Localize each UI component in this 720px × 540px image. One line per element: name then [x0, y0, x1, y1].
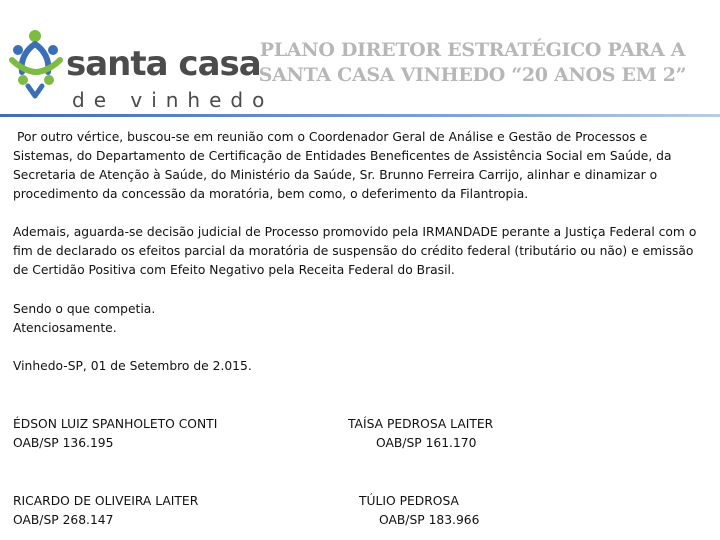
- signature-name: ÉDSON LUIZ SPANHOLETO CONTI: [13, 417, 218, 431]
- closing-line-2: Atenciosamente.: [13, 321, 117, 335]
- signature-block-3: [13, 492, 198, 530]
- signature-name: TÚLIO PEDROSA: [359, 494, 459, 508]
- header-divider: [0, 114, 720, 117]
- logo-brand-top: santa casa: [66, 44, 261, 84]
- signature-oab: OAB/SP 161.170: [376, 436, 477, 450]
- closing-block: [13, 300, 710, 338]
- signature-oab: OAB/SP 136.195: [13, 436, 114, 450]
- place-date: Vinhedo-SP, 01 de Setembro de 2.015.: [13, 359, 252, 373]
- paragraph-1: Por outro vértice, buscou-se em reunião com o Coordenador Geral de Análise e Gestão de Processos e Sistemas, do Departamento de Certificação de Entidades Beneficentes de Assistência Social em Saúde, da Secretaria de Atenção à Saúde, do Ministério da Saúde, Sr. Brunno Ferreira Carrijo, alinhar e dinamizar o procedimento da concessão da moratória, bem como, o deferimento da Filantropia.: [13, 130, 672, 201]
- signature-block-1: [13, 415, 217, 453]
- signature-oab: OAB/SP 183.966: [379, 513, 480, 527]
- signature-oab: OAB/SP 268.147: [13, 513, 114, 527]
- people-circle-logo-icon: [6, 20, 66, 100]
- closing-line-1: Sendo o que competia.: [13, 302, 156, 316]
- signature-block-2: [348, 415, 493, 453]
- santa-casa-logo: [6, 20, 274, 112]
- signature-name: RICARDO DE OLIVEIRA LAITER: [13, 494, 199, 508]
- document-header: [0, 0, 720, 112]
- paragraph-2: Ademais, aguarda-se decisão judicial de Processo promovido pela IRMANDADE perante a Justiça Federal com o fim de declarado os efeitos parcial da moratória de suspensão do crédito federal (tributário ou não) e emissão de Certidão Positiva com Efeito Negativo pela Receita Federal do Brasil.: [13, 225, 697, 277]
- logo-brand-bottom: de vinhedo: [72, 88, 274, 112]
- title-line-2: SANTA CASA VINHEDO “20 ANOS EM 2”: [258, 64, 687, 86]
- document-title: [250, 38, 695, 88]
- signature-name: TAÍSA PEDROSA LAITER: [348, 417, 494, 431]
- signature-block-4: [359, 492, 479, 530]
- title-line-1: PLANO DIRETOR ESTRATÉGICO PARA A: [259, 39, 686, 61]
